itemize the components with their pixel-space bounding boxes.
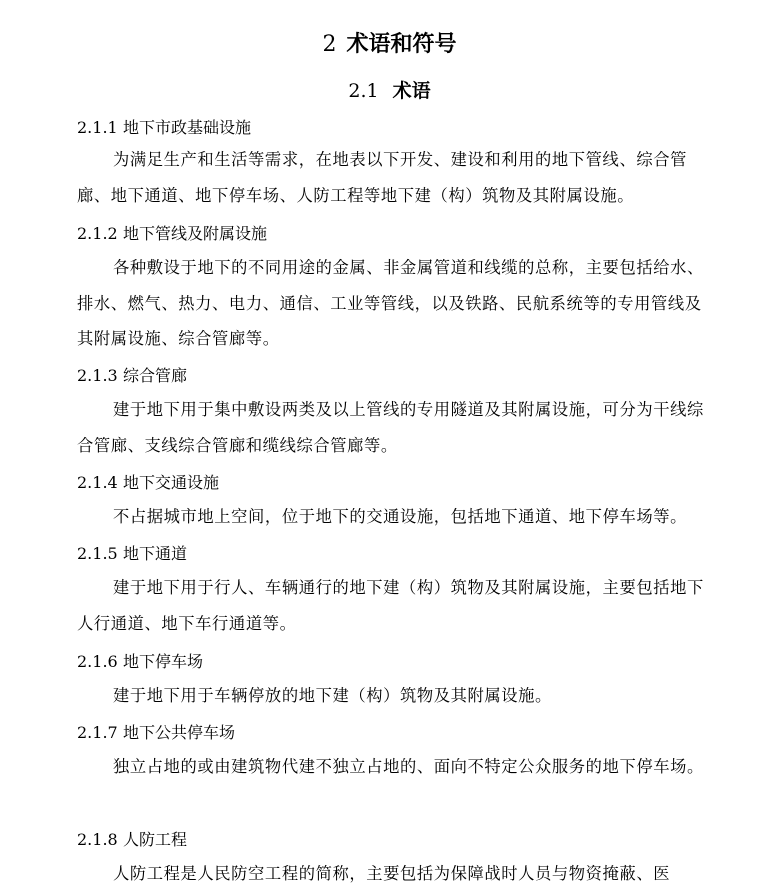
chapter-number: 2	[322, 32, 337, 57]
term-number: 2.1.7	[77, 723, 118, 742]
term-title: 地下通道	[123, 544, 188, 563]
term-title: 地下交通设施	[123, 473, 220, 492]
term-definition: 独立占地的或由建筑物代建不独立占地的、面向不特定公众服务的地下停车场。	[113, 757, 704, 776]
term-definition: 人防工程是人民防空工程的简称，主要包括为保障战时人员与物资掩蔽、医	[113, 864, 671, 883]
term-heading	[77, 117, 251, 139]
term-definition: 建于地下用于车辆停放的地下建（构）筑物及其附属设施。	[113, 686, 552, 705]
term-heading	[77, 543, 187, 565]
term-heading	[77, 472, 219, 494]
term-heading	[77, 651, 203, 673]
term-number: 2.1.5	[77, 544, 118, 563]
section-number: 2.1	[348, 80, 379, 102]
term-title: 地下停车场	[123, 652, 204, 671]
term-number: 2.1.1	[77, 118, 118, 137]
term-definition: 不占据城市地上空间，位于地下的交通设施，包括地下通道、地下停车场等。	[113, 507, 687, 526]
term-number: 2.1.6	[77, 652, 118, 671]
term-heading	[77, 829, 187, 851]
term-heading	[77, 722, 235, 744]
term-number: 2.1.2	[77, 224, 118, 243]
term-definition: 建于地下用于行人、车辆通行的地下建（构）筑物及其附属设施，主要包括地下人行通道、地下车行通道等。	[77, 578, 704, 633]
term-title: 地下市政基础设施	[123, 118, 252, 137]
term-heading	[77, 223, 267, 245]
section-title	[0, 79, 779, 103]
chapter-title-text: 术语和符号	[346, 31, 457, 57]
term-definition: 为满足生产和生活等需求，在地表以下开发、建设和利用的地下管线、综合管廊、地下通道、地下停车场、人防工程等地下建（构）筑物及其附属设施。	[77, 150, 687, 205]
term-number: 2.1.3	[77, 366, 118, 385]
term-definition: 建于地下用于集中敷设两类及以上管线的专用隧道及其附属设施，可分为干线综合管廊、支线综合管廊和缆线综合管廊等。	[77, 400, 704, 455]
term-number: 2.1.4	[77, 473, 118, 492]
term-heading	[77, 365, 187, 387]
term-definition: 各种敷设于地下的不同用途的金属、非金属管道和线缆的总称，主要包括给水、排水、燃气、热力、电力、通信、工业等管线，以及铁路、民航系统等的专用管线及其附属设施、综合管廊等。	[77, 258, 704, 348]
chapter-title	[0, 30, 779, 59]
term-title: 综合管廊	[123, 366, 188, 385]
term-title: 地下管线及附属设施	[123, 224, 268, 243]
term-number: 2.1.8	[77, 830, 118, 849]
term-title: 人防工程	[123, 830, 188, 849]
section-title-text: 术语	[392, 80, 431, 102]
term-title: 地下公共停车场	[123, 723, 236, 742]
